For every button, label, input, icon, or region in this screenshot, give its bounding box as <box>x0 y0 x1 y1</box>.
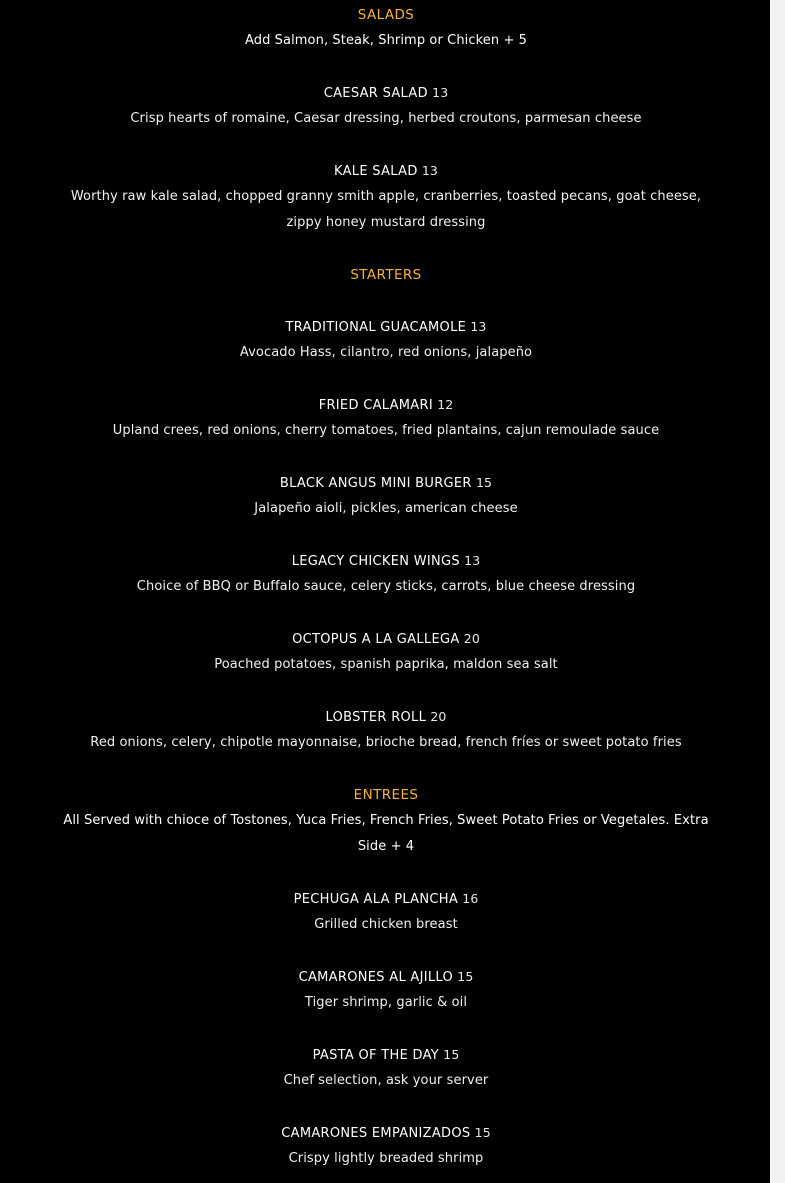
item-description: Upland crees, red onions, cherry tomatoes, fried plantains, cajun remoulade sauce <box>112 423 660 438</box>
item-price: 16 <box>462 891 479 906</box>
menu-item-title <box>0 548 770 575</box>
item-description: Poached potatoes, spanish paprika, maldon sea salt <box>214 657 558 672</box>
section-heading-salads: SALADS <box>357 7 415 23</box>
item-description: Chef selection, ask your server <box>283 1073 489 1088</box>
entrees-sides-note: Side + 4 <box>357 839 415 854</box>
entrees-sides-note: All Served with chioce of Tostones, Yuca Fries, French Fries, Sweet Potato Fries or Vegetales. Extra <box>63 813 709 828</box>
item-description: Choice of BBQ or Buffalo sauce, celery sticks, carrots, blue cheese dressing <box>136 579 636 594</box>
item-name: OCTOPUS A LA GALLEGA <box>292 632 460 647</box>
menu-item-title <box>0 1042 770 1069</box>
item-name: CAMARONES EMPANIZADOS <box>281 1126 471 1141</box>
item-name: CAESAR SALAD <box>323 86 428 101</box>
menu-item-title <box>0 1120 770 1147</box>
item-price: 15 <box>443 1047 460 1062</box>
item-name: LEGACY CHICKEN WINGS <box>291 554 460 569</box>
item-description: Jalapeño aioli, pickles, american cheese <box>254 501 518 516</box>
item-description: Crispy lightly breaded shrimp <box>288 1151 484 1166</box>
item-name: PASTA OF THE DAY <box>312 1048 440 1063</box>
item-description: zippy honey mustard dressing <box>286 215 486 230</box>
item-name: TRADITIONAL GUACAMOLE <box>285 320 467 335</box>
item-description: Avocado Hass, cilantro, red onions, jalapeño <box>239 345 533 360</box>
item-price: 15 <box>457 969 474 984</box>
item-name: FRIED CALAMARI <box>318 398 433 413</box>
menu-item-title <box>0 886 770 913</box>
menu-item-title <box>0 626 770 653</box>
item-price: 15 <box>474 1125 491 1140</box>
section-heading-starters: STARTERS <box>350 267 422 283</box>
item-price: 13 <box>421 163 438 178</box>
menu-item-title <box>0 392 770 419</box>
section-heading-entrees: ENTREES <box>353 787 419 803</box>
salads-add-protein-note: Add Salmon, Steak, Shrimp or Chicken + 5 <box>244 33 528 48</box>
item-price: 20 <box>430 709 447 724</box>
item-name: BLACK ANGUS MINI BURGER <box>279 476 472 491</box>
item-description: Grilled chicken breast <box>314 917 458 932</box>
item-price: 15 <box>476 475 493 490</box>
item-description: Tiger shrimp, garlic & oil <box>304 995 468 1010</box>
item-description: Crisp hearts of romaine, Caesar dressing, herbed croutons, parmesan cheese <box>130 111 642 126</box>
item-description: Red onions, celery, chipotle mayonnaise, brioche bread, french fríes or sweet potato fries <box>90 735 682 750</box>
item-price: 13 <box>470 319 487 334</box>
menu-item-title <box>0 470 770 497</box>
menu-item-title <box>0 158 770 185</box>
scrollbar-track[interactable] <box>770 0 785 1183</box>
menu-item-title <box>0 314 770 341</box>
item-price: 20 <box>463 631 480 646</box>
item-price: 12 <box>437 397 454 412</box>
item-description: Worthy raw kale salad, chopped granny smith apple, cranberries, toasted pecans, goat cheese, <box>70 189 702 204</box>
item-name: PECHUGA ALA PLANCHA <box>293 892 459 907</box>
menu-item-title <box>0 964 770 991</box>
menu-item-title <box>0 80 770 107</box>
menu-item-title <box>0 704 770 731</box>
item-name: KALE SALAD <box>334 164 418 179</box>
item-price: 13 <box>464 553 481 568</box>
item-name: CAMARONES AL AJILLO <box>298 970 454 985</box>
item-name: LOBSTER ROLL <box>325 710 427 725</box>
item-price: 13 <box>432 85 449 100</box>
